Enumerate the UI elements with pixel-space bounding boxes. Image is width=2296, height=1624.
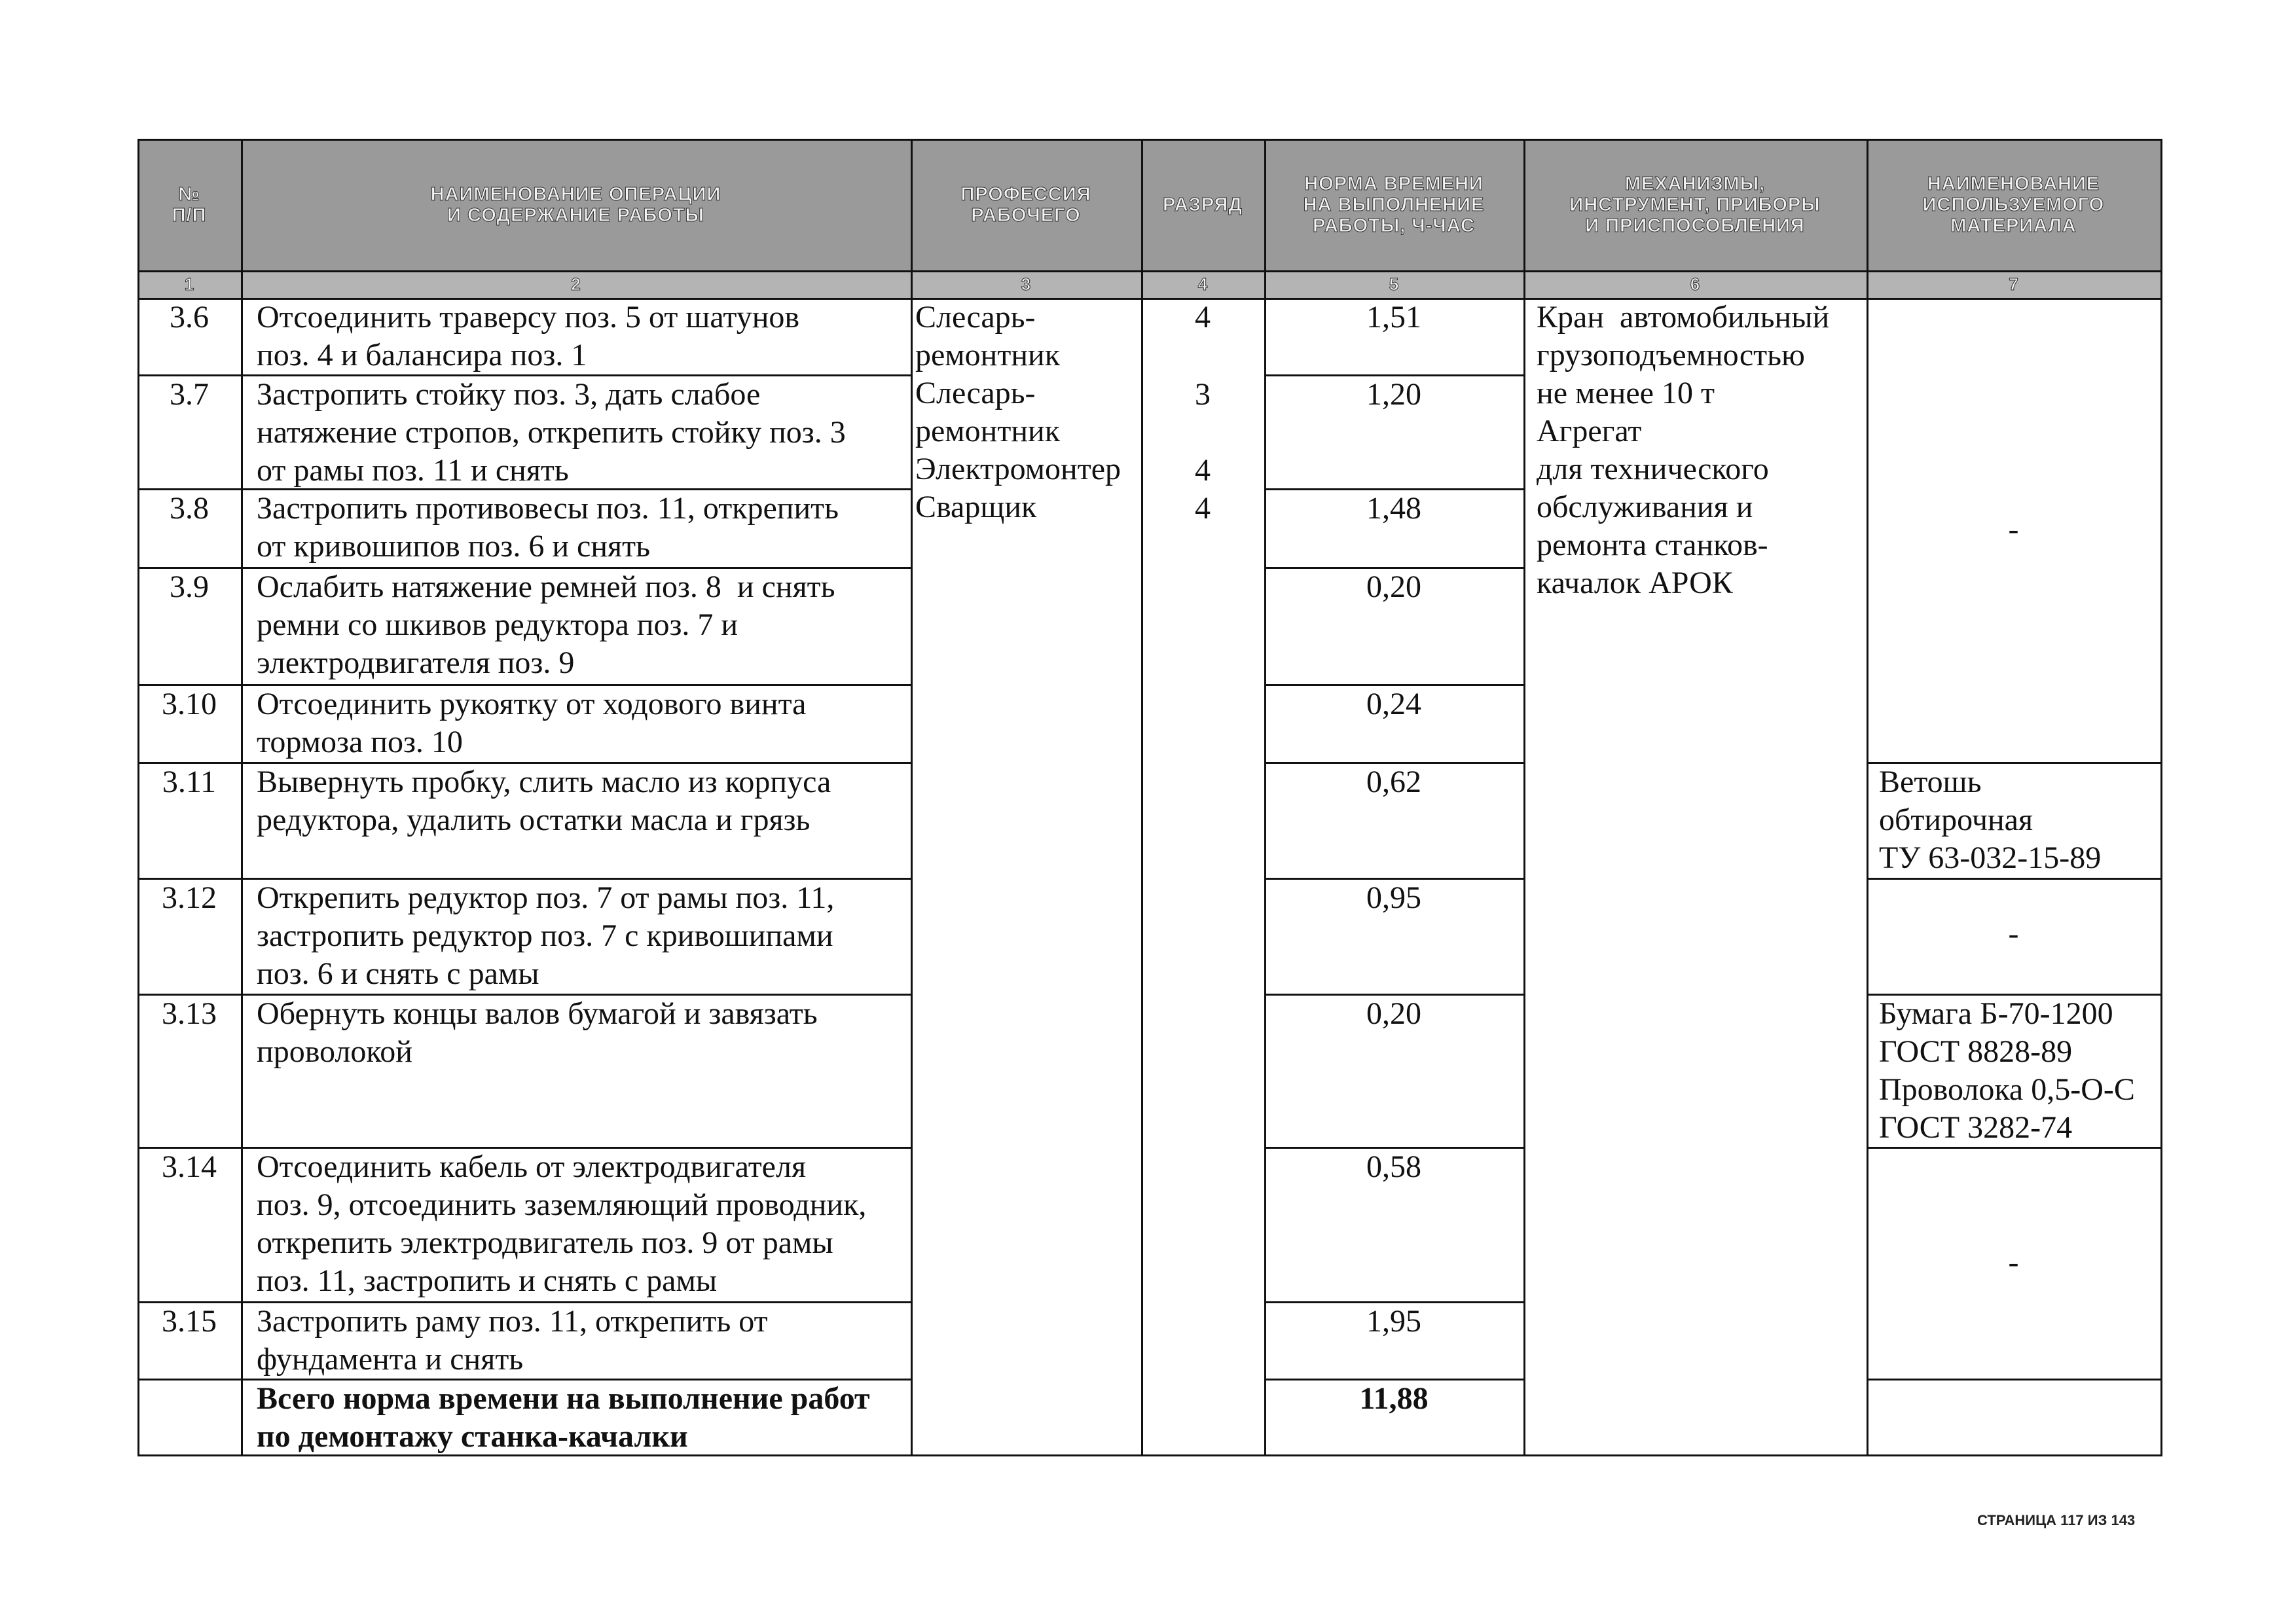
- operation-text: Отсоединить траверсу поз. 5 от шатунов поз. 4 и балансира поз. 1: [257, 300, 800, 372]
- operation-text: Отсоединить рукоятку от ходового винта тормоза поз. 10: [257, 687, 807, 759]
- row-number: 3.10: [162, 687, 217, 721]
- total-label: Всего норма времени на выполнение работ по демонтажу станка-качалки: [257, 1381, 870, 1454]
- grade-value: 4: [1195, 453, 1211, 488]
- operation-text: Открепить редуктор поз. 7 от рамы поз. 11, застропить редуктор поз. 7 с кривошипами поз. 6 и снять с рамы: [257, 880, 835, 991]
- time-norm-value: 0,62: [1366, 765, 1421, 799]
- column-divider: [911, 139, 913, 1456]
- operation-text: Отсоединить кабель от электродвигателя поз. 9, отсоединить заземляющий проводник, открепить электродвигатель поз. 9 от рамы поз. 11, застропить и снять с рамы: [257, 1149, 867, 1298]
- material-rag: Ветошь обтирочная ТУ 63-032-15-89: [1879, 765, 2102, 875]
- operation-text: Застропить противовесы поз. 11, открепить от кривошипов поз. 6 и снять: [257, 491, 839, 564]
- total-value: 11,88: [1359, 1381, 1429, 1416]
- material-dash: -: [2008, 1245, 2019, 1280]
- row-number: 3.9: [170, 569, 209, 604]
- page-number: СТРАНИЦА 117 ИЗ 143: [1977, 1512, 2136, 1528]
- row-divider: [1867, 1379, 2162, 1380]
- header-number-2: 2: [571, 274, 581, 294]
- time-norm-value: 0,24: [1366, 687, 1421, 721]
- header-col-material: НАИМЕНОВАНИЕ ИСПОЛЬЗУЕМОГО МАТЕРИАЛА: [1922, 173, 2105, 236]
- material-dash: -: [2008, 916, 2019, 951]
- operation-text: Застропить раму поз. 11, открепить от фундамента и снять: [257, 1304, 768, 1377]
- material-dash: -: [2008, 512, 2019, 547]
- time-norm-value: 0,58: [1366, 1149, 1421, 1184]
- header-number-4: 4: [1197, 274, 1208, 294]
- header-number-3: 3: [1021, 274, 1031, 294]
- row-number: 3.7: [170, 377, 209, 412]
- header-col-time-norm: НОРМА ВРЕМЕНИ НА ВЫПОЛНЕНИЕ РАБОТЫ, Ч-ЧАС: [1303, 173, 1485, 236]
- row-number: 3.8: [170, 491, 209, 526]
- time-norm-value: 0,95: [1366, 880, 1421, 915]
- row-divider: [1867, 878, 2162, 880]
- row-number: 3.11: [162, 765, 217, 799]
- table-border: [2160, 139, 2162, 1456]
- operation-text: Застропить стойку поз. 3, дать слабое натяжение стропов, открепить стойку поз. 3 от рамы поз. 11 и снять: [257, 377, 846, 488]
- row-divider: [1867, 1147, 2162, 1149]
- header-number-7: 7: [2009, 274, 2018, 294]
- header-number-5: 5: [1389, 274, 1399, 294]
- time-norm-value: 0,20: [1366, 996, 1421, 1031]
- header-number-1: 1: [184, 274, 194, 294]
- time-norm-value: 1,51: [1366, 300, 1421, 334]
- header-col-operation: НАИМЕНОВАНИЕ ОПЕРАЦИИ И СОДЕРЖАНИЕ РАБОТЫ: [430, 184, 721, 226]
- time-norm-value: 1,95: [1366, 1304, 1421, 1339]
- mechanisms-text: Кран автомобильный грузоподъемностью не менее 10 т Агрегат для технического обслуживания и ремонта станков- качалок АРОК: [1537, 300, 1830, 600]
- row-number: 3.15: [162, 1304, 217, 1339]
- time-norm-value: 1,48: [1366, 491, 1421, 526]
- header-col-number: № П/П: [172, 184, 207, 226]
- row-number: 3.6: [170, 300, 209, 334]
- header-col-profession: ПРОФЕССИЯ РАБОЧЕГО: [960, 184, 1091, 226]
- row-number: 3.14: [162, 1149, 217, 1184]
- grade-value: 3: [1195, 377, 1211, 412]
- material-paper-wire: Бумага Б-70-1200 ГОСТ 8828-89 Проволока 0,5-О-С ГОСТ 3282-74: [1879, 996, 2135, 1145]
- header-number-6: 6: [1690, 274, 1700, 294]
- grade-value: 4: [1195, 491, 1211, 526]
- grade-value: 4: [1195, 300, 1211, 334]
- row-number: 3.12: [162, 880, 217, 915]
- header-col-mechanisms: МЕХАНИЗМЫ, ИНСТРУМЕНТ, ПРИБОРЫ И ПРИСПОСОБЛЕНИЯ: [1569, 173, 1821, 236]
- profession-list: Слесарь- ремонтник Слесарь- ремонтник Электромонтер Сварщик: [915, 300, 1121, 524]
- time-norm-value: 1,20: [1366, 377, 1421, 412]
- operation-text: Обернуть концы валов бумагой и завязать проволокой: [257, 996, 818, 1069]
- operation-text: Ослабить натяжение ремней поз. 8 и снять ремни со шкивов редуктора поз. 7 и электродвигателя поз. 9: [257, 569, 835, 680]
- table-border: [137, 270, 2162, 272]
- table-border: [137, 139, 2162, 141]
- row-number: 3.13: [162, 996, 217, 1031]
- header-col-grade: РАЗРЯД: [1162, 194, 1243, 215]
- time-norm-value: 0,20: [1366, 569, 1421, 604]
- column-divider: [241, 139, 243, 1456]
- operation-text: Вывернуть пробку, слить масло из корпуса редуктора, удалить остатки масла и грязь: [257, 765, 831, 837]
- column-divider: [1523, 139, 1525, 1456]
